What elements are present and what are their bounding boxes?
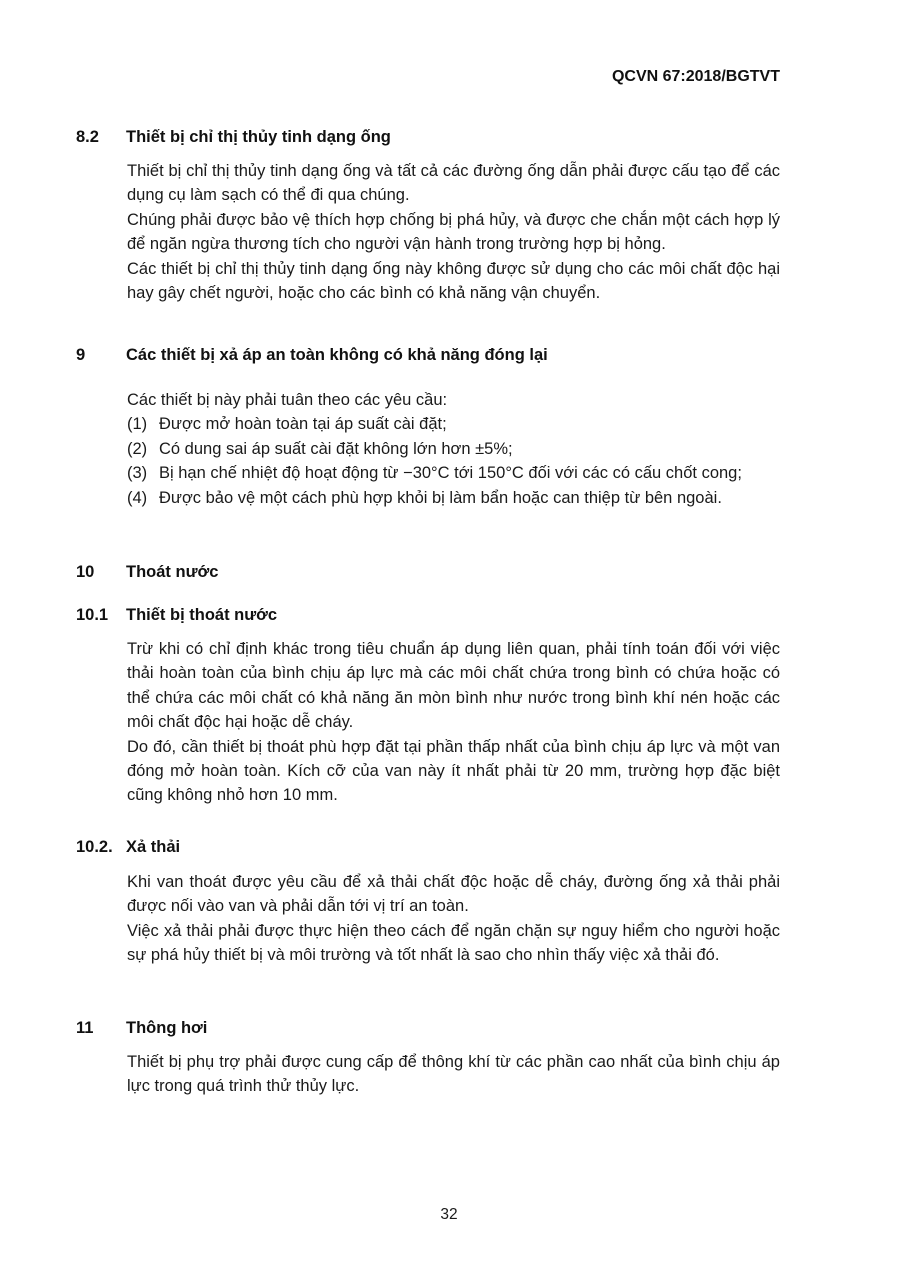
paragraph: Do đó, cần thiết bị thoát phù hợp đặt tại phần thấp nhất của bình chịu áp lực và một van đóng mở hoàn toàn. Kích cỡ của van này ít nhất phải từ 20 mm, trường hợp đặc biệt cũng không nhỏ hơn 10 mm. xyxy=(127,737,780,805)
paragraph: Khi van thoát được yêu cầu để xả thải chất độc hoặc dễ cháy, đường ống xả thải phải được nối vào van và phải dẫn tới vị trí an toàn. xyxy=(127,873,780,916)
section-heading-10-2 xyxy=(76,838,180,857)
list-item-text: Có dung sai áp suất cài đặt không lớn hơn ±5%; xyxy=(159,439,513,458)
list-item xyxy=(127,486,780,510)
section-heading-10 xyxy=(76,563,218,582)
section-title: Xả thải xyxy=(126,838,181,856)
section-body-10-2 xyxy=(127,870,780,968)
section-number: 9 xyxy=(76,346,86,364)
list-item-text: Bị hạn chế nhiệt độ hoạt động từ −30°C tới 150°C đối với các có cấu chốt cong; xyxy=(159,464,742,483)
paragraph: Thiết bị phụ trợ phải được cung cấp để thông khí từ các phần cao nhất của bình chịu áp lực trong quá trình thử thủy lực. xyxy=(127,1053,780,1096)
list-marker: (1) xyxy=(127,415,148,434)
section-number: 11 xyxy=(76,1019,94,1037)
list-marker: (4) xyxy=(127,488,148,507)
section-heading-10-1 xyxy=(76,606,277,625)
page-number: 32 xyxy=(440,1206,458,1223)
paragraph: Trừ khi có chỉ định khác trong tiêu chuẩn áp dụng liên quan, phải tính toán đối với việc thải hoàn toàn của bình chịu áp lực mà các môi chất chứa trong bình có chứa hoặc có thể chứa các môi chất có khả năng ăn mòn bình như nước trong bình khí nén hoặc các môi chất độc hại hoặc dễ cháy. xyxy=(127,640,780,732)
section-title: Thông hơi xyxy=(126,1019,208,1037)
section-title: Thiết bị thoát nước xyxy=(126,606,278,624)
list-intro: Các thiết bị này phải tuân theo các yêu cầu: xyxy=(127,391,448,409)
section-number: 10.1 xyxy=(76,606,109,624)
paragraph: Chúng phải được bảo vệ thích hợp chống bị phá hủy, và được che chắn một cách hợp lý để ngăn ngừa thương tích cho người vận hành trong trường hợp bị hỏng. xyxy=(127,210,780,254)
requirements-list xyxy=(127,388,780,510)
list-item xyxy=(127,461,780,485)
section-title: Thiết bị chỉ thị thủy tinh dạng ống xyxy=(126,128,391,146)
list-item-text: Được mở hoàn toàn tại áp suất cài đặt; xyxy=(159,415,447,434)
list-item xyxy=(127,412,780,436)
paragraph: Thiết bị chỉ thị thủy tinh dạng ống và tất cả các đường ống dẫn phải được cấu tạo để các dụng cụ làm sạch có thể đi qua chúng. xyxy=(127,162,780,205)
list-item-text: Được bảo vệ một cách phù hợp khỏi bị làm bẩn hoặc can thiệp từ bên ngoài. xyxy=(159,488,722,507)
section-body-8-2 xyxy=(127,159,780,305)
section-number: 8.2 xyxy=(76,128,99,146)
section-heading-9 xyxy=(76,346,548,365)
list-marker: (2) xyxy=(127,439,148,458)
paragraph: Việc xả thải phải được thực hiện theo cách để ngăn chặn sự nguy hiểm cho người hoặc sự phá hủy thiết bị và môi trường và tốt nhất là sao cho nhìn thấy việc xả thải đó. xyxy=(127,921,780,965)
section-number: 10.2. xyxy=(76,838,113,856)
section-heading-8-2 xyxy=(76,128,391,147)
section-number: 10 xyxy=(76,563,95,581)
section-title: Các thiết bị xả áp an toàn không có khả năng đóng lại xyxy=(126,346,548,364)
list-item xyxy=(127,437,780,461)
section-body-11 xyxy=(127,1050,780,1099)
section-heading-11 xyxy=(76,1019,207,1038)
section-body-10-1 xyxy=(127,637,780,808)
section-title: Thoát nước xyxy=(126,563,219,581)
list-marker: (3) xyxy=(127,464,148,483)
document-code: QCVN 67:2018/BGTVT xyxy=(611,68,780,85)
paragraph: Các thiết bị chỉ thị thủy tinh dạng ống này không được sử dụng cho các môi chất độc hại hay gây chết người, hoặc cho các bình có khả năng vận chuyển. xyxy=(127,259,780,303)
